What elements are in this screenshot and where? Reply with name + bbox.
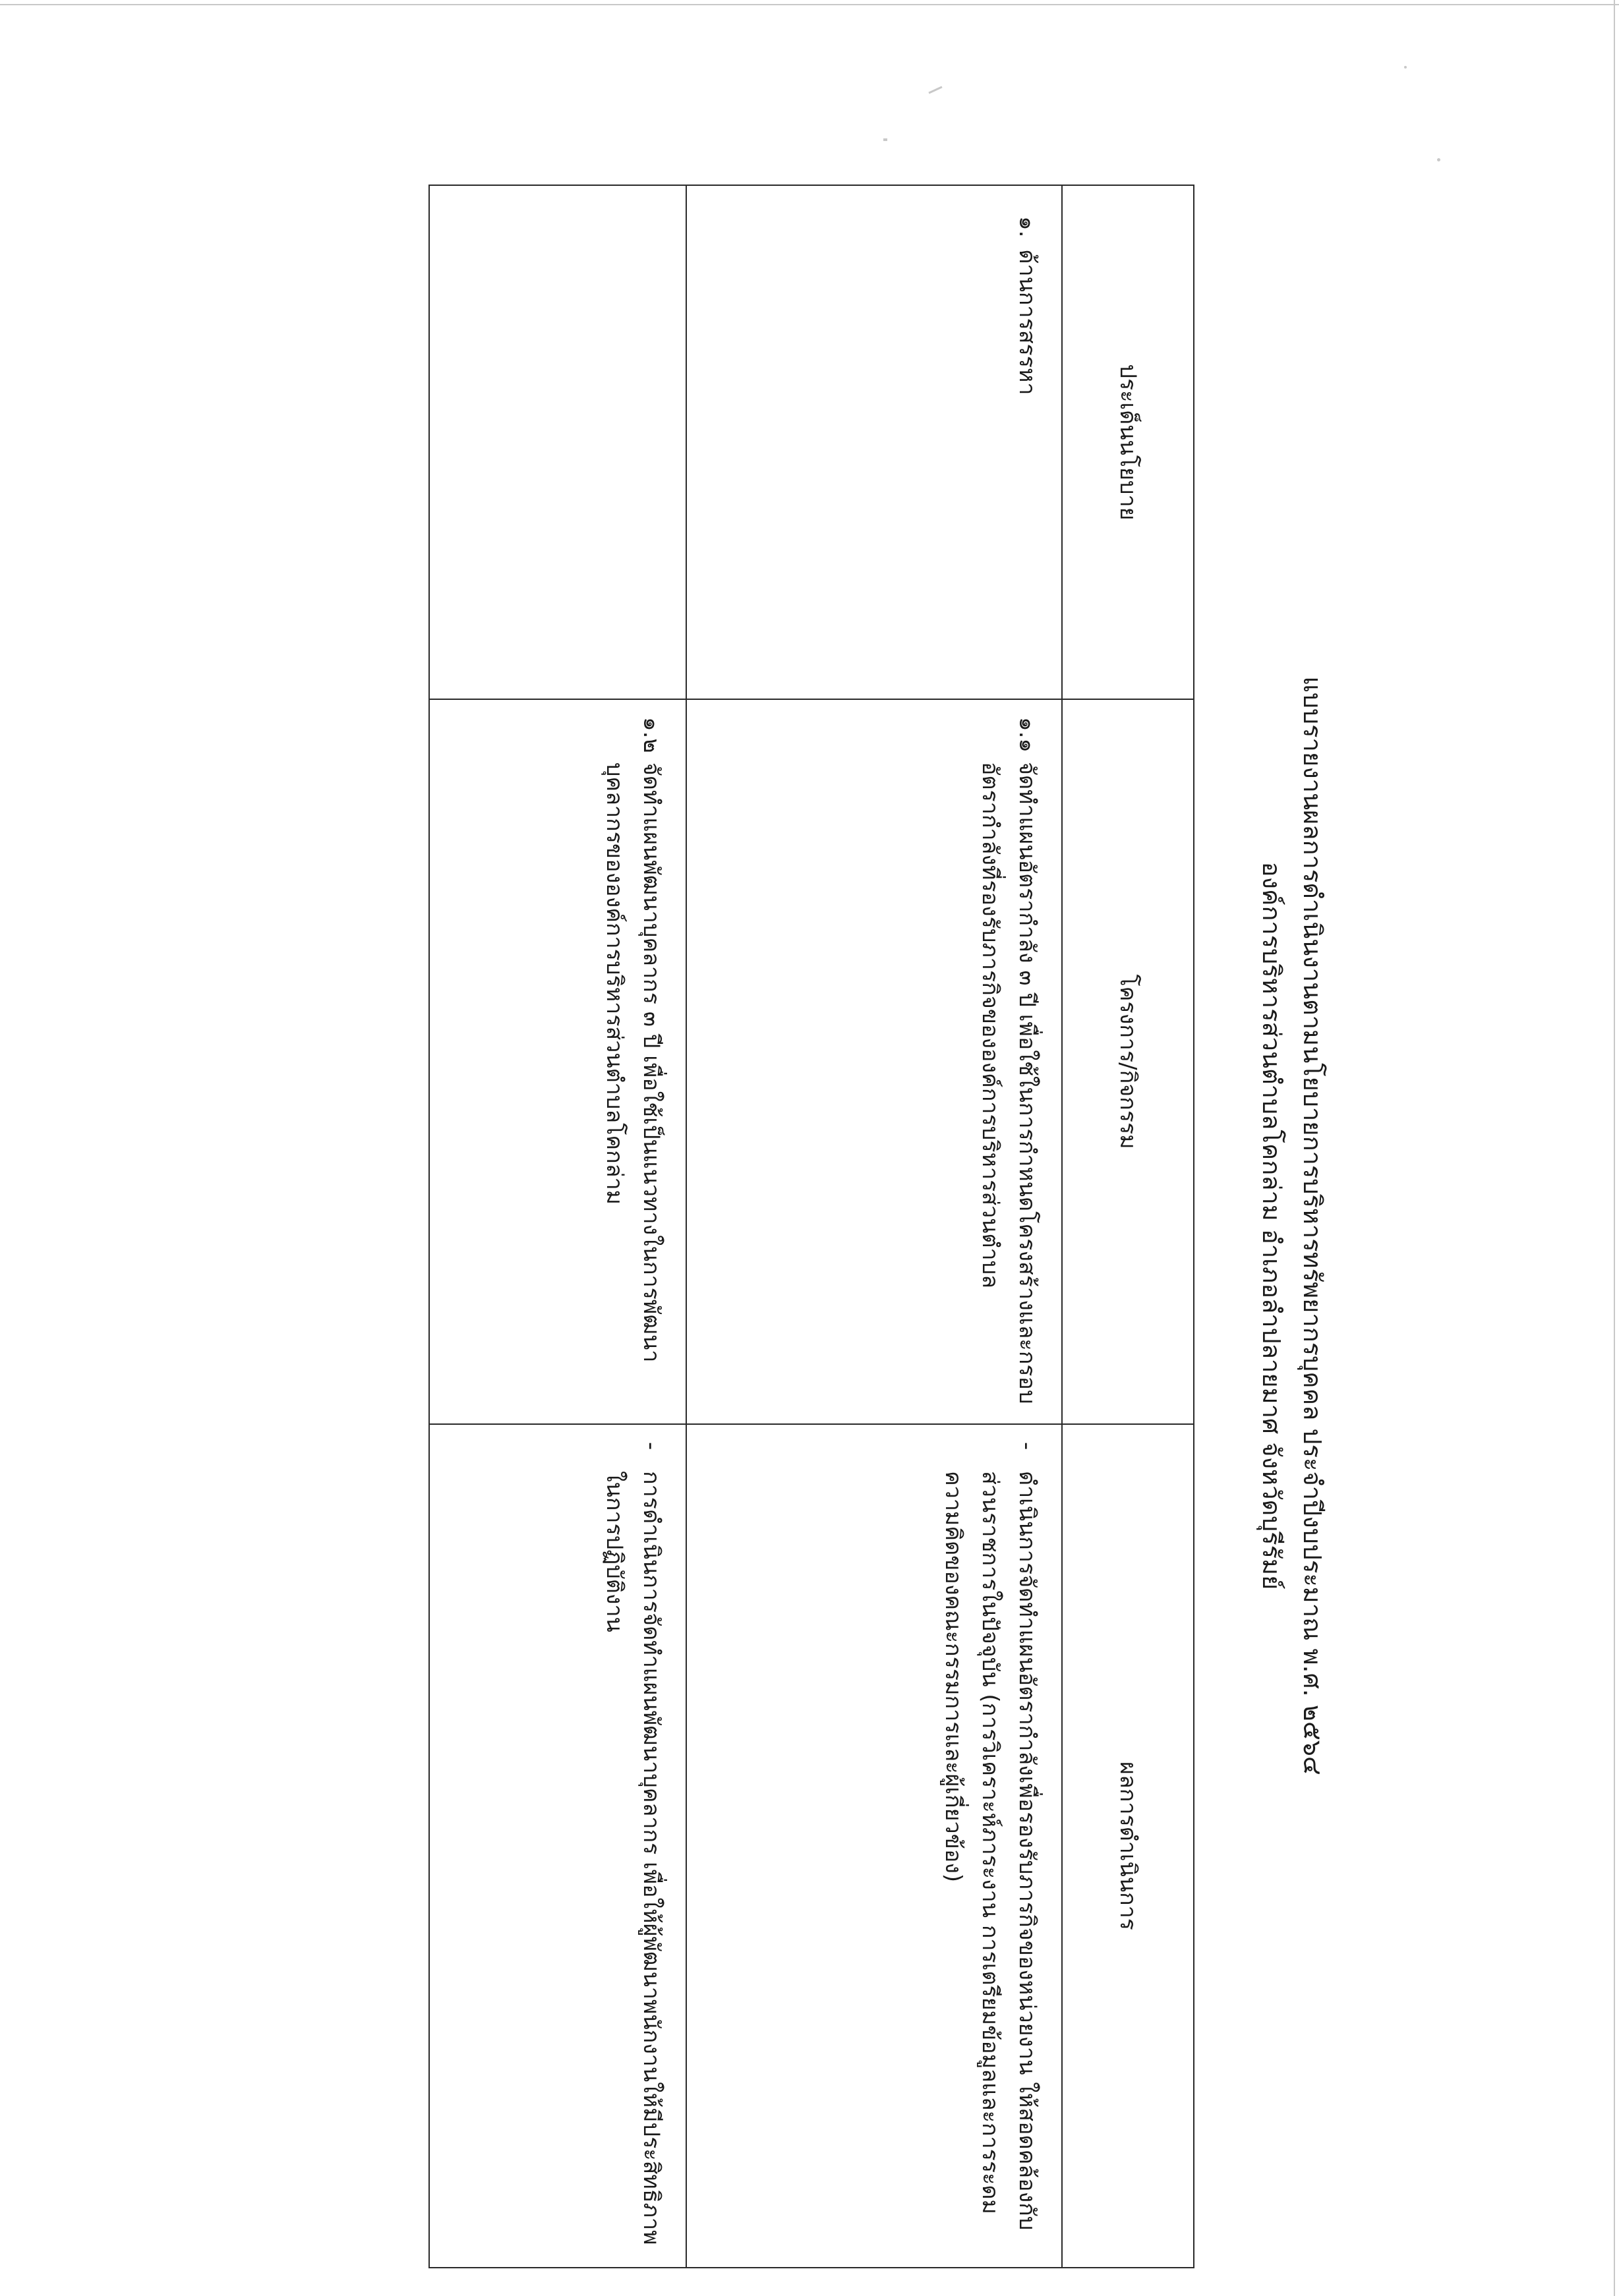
header-policy-issue: ประเด็นนโยบาย	[1062, 185, 1194, 699]
header-result: ผลการดำเนินการ	[1062, 1424, 1194, 2268]
project-cell	[429, 699, 686, 1424]
project-item	[596, 717, 670, 1406]
result-item	[935, 1442, 1045, 2250]
document-title: แบบรายงานผลการดำเนินงานตามนโยบายการบริหารทรัพยากรบุคคล ประจำปีงบประมาณ พ.ศ. ๒๕๖๔	[1298, 676, 1327, 1775]
project-text: จัดทำแผนพัฒนาบุคลากร ๓ ปี เพื่อใช้เป็นแนวทางในการพัฒนาบุคลากรขององค์การบริหารส่วนตำบลโคกล่าม	[601, 762, 664, 1363]
table-row	[686, 185, 1062, 2268]
result-cell	[429, 1424, 686, 2268]
document-header	[1208, 185, 1333, 2267]
project-text: จัดทำแผนอัตรากำลัง ๓ ปี เพื่อใช้ในการกำหนดโครงสร้างและกรอบอัตรากำลังที่รองรับภารกิจขององค์การบริหารส่วนตำบล	[977, 761, 1040, 1404]
scan-speck	[1437, 158, 1440, 161]
policy-issue-cell	[429, 185, 686, 699]
result-cell	[686, 1424, 1062, 2268]
scan-speck	[928, 86, 942, 94]
project-number: ๑.๒	[638, 717, 664, 753]
project-item	[972, 717, 1045, 1406]
result-bullet: -	[638, 1442, 664, 1450]
issue-number: ๑.	[1014, 216, 1040, 238]
table-row	[429, 185, 686, 2268]
project-number: ๑.๑	[1014, 717, 1040, 753]
scan-speck	[1404, 66, 1407, 69]
result-item	[596, 1442, 670, 2250]
issue-label: ด้านการสรรหา	[1014, 249, 1040, 395]
result-text: ดำเนินการจัดทำแผนอัตรากำลังเพื่อรองรับภารกิจของหน่วยงาน ให้สอดคล้องกับส่วนราชการในปัจจุบัน (การวิเคราะห์ภาระงาน การเตรียมข้อมูลและการระดมความคิดของคณะกรรมการและผู้เกี่ยวข้อง)	[940, 1471, 1040, 2231]
table-header-row	[1062, 185, 1194, 2268]
result-text: การดำเนินการจัดทำแผนพัฒนาบุคลากร เพื่อให้ผู้พัฒนาพนักงานให้มีประสิทธิภาพในการปฏิบัติงาน	[601, 1471, 664, 2245]
result-bullet: -	[1014, 1442, 1040, 1450]
document-subtitle: องค์การบริหารส่วนตำบลโคกล่าม อำเภอลำปลายมาศ จังหวัดบุรีรัมย์	[1257, 861, 1286, 1590]
policy-issue-cell	[686, 185, 1062, 699]
project-cell	[686, 699, 1062, 1424]
scan-speck	[883, 138, 887, 141]
scan-edge-right	[1614, 0, 1615, 2296]
rotated-document	[107, 185, 1333, 2267]
policy-issue	[1009, 203, 1045, 681]
policy-report-table	[428, 185, 1194, 2268]
header-project-activity: โครงการ/กิจกรรม	[1062, 699, 1194, 1424]
scan-edge-top	[0, 4, 1619, 5]
